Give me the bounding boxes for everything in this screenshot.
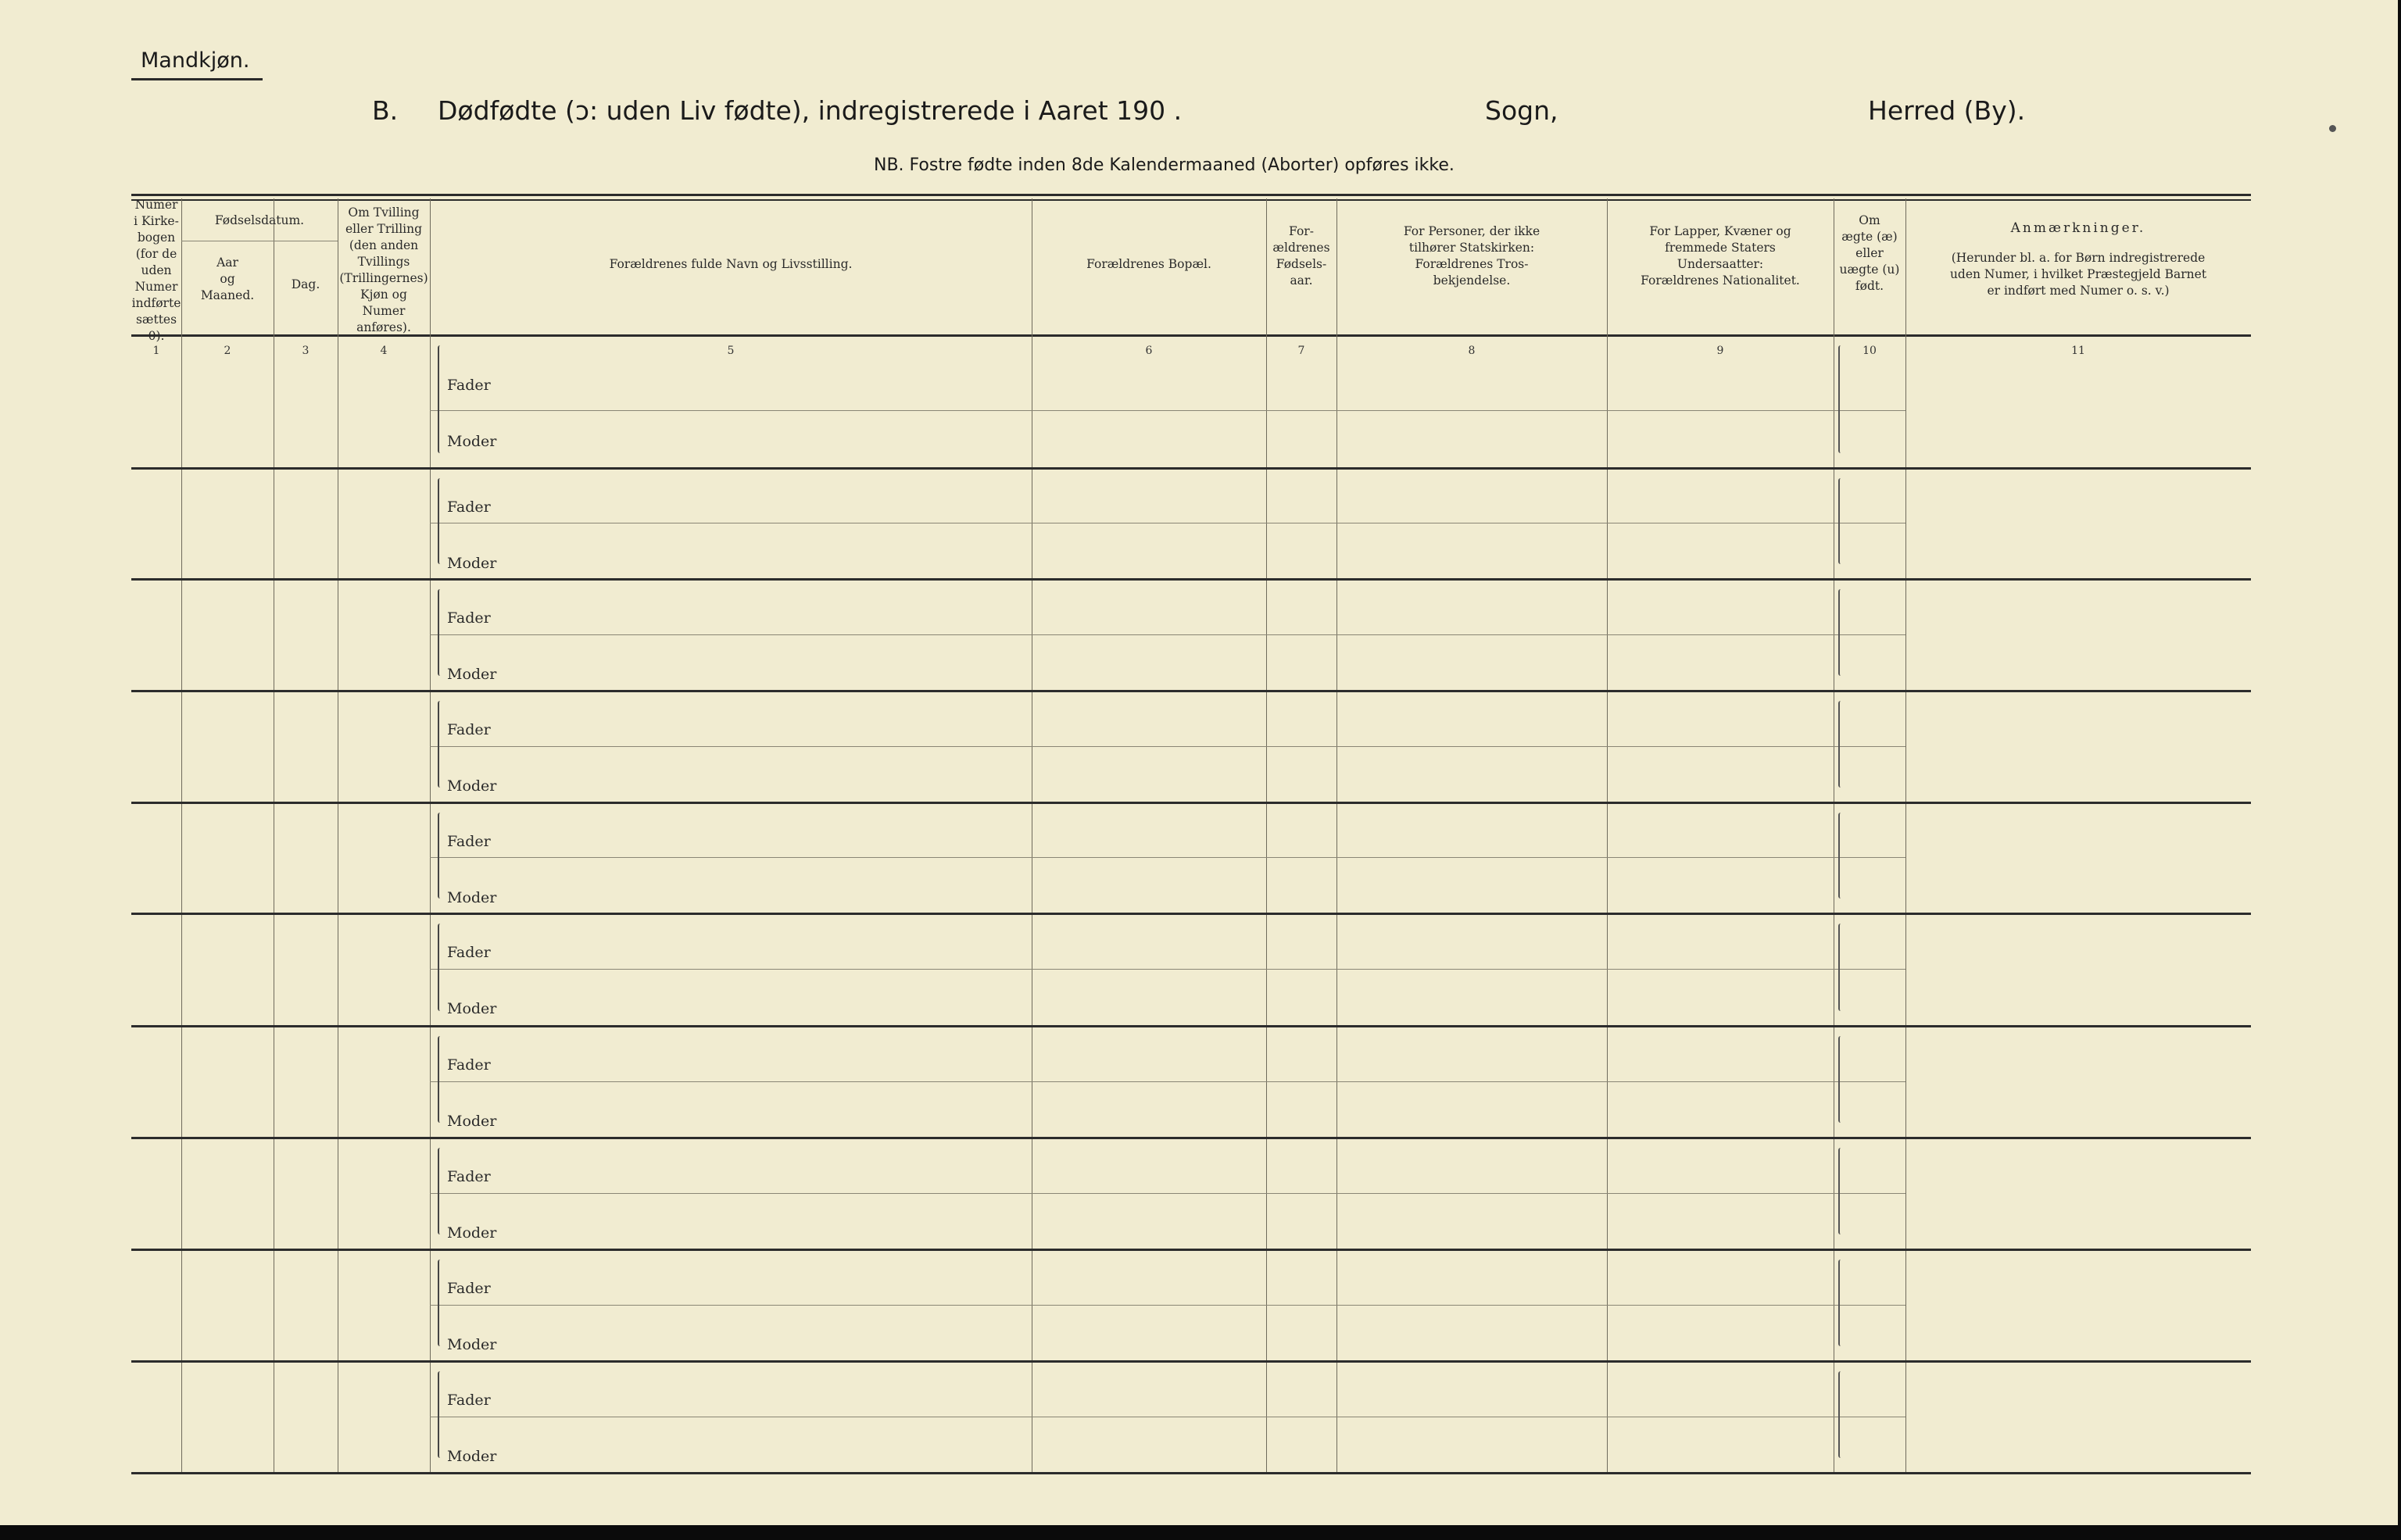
herred-label: Herred (By). xyxy=(1868,95,2026,126)
col10-header xyxy=(1834,213,1905,295)
col8-header-line: Forældrenes Tros- xyxy=(1415,257,1529,271)
fader-moder-divider xyxy=(430,410,1905,411)
col10-header-line: Om xyxy=(1859,213,1880,227)
row-separator xyxy=(131,467,2251,470)
form-title: Dødfødte (ɔ: uden Liv fødte), indregistrerede i Aaret 190 . xyxy=(438,95,1183,126)
row-separator xyxy=(131,1249,2251,1251)
column-divider xyxy=(1266,198,1267,1472)
header-top-rule-inner xyxy=(131,199,2251,201)
ink-dot xyxy=(2329,125,2336,132)
fader-moder-divider xyxy=(430,969,1905,970)
bracket-right xyxy=(1838,924,1845,1011)
col1-header-line: uden xyxy=(141,263,172,277)
fader-label: Fader xyxy=(447,721,491,738)
moder-label: Moder xyxy=(447,1448,497,1465)
col11-header-line: er indført med Numer o. s. v.) xyxy=(1987,284,2170,298)
moder-label: Moder xyxy=(447,1336,497,1353)
bracket-left xyxy=(438,924,444,1011)
col6-header: Forældrenes Bopæl. xyxy=(1086,257,1211,271)
col7-header-line: ældrenes xyxy=(1272,241,1330,255)
fader-moder-divider xyxy=(430,634,1905,635)
header-top-rule xyxy=(131,194,2251,196)
moder-label: Moder xyxy=(447,777,497,795)
row-separator xyxy=(131,578,2251,581)
bracket-left xyxy=(438,1036,444,1123)
col4-header-line: eller Trilling xyxy=(345,222,423,236)
fader-label: Fader xyxy=(447,498,491,516)
fader-moder-divider xyxy=(430,857,1905,858)
column-number: 6 xyxy=(1145,345,1153,357)
bracket-left xyxy=(438,813,444,899)
column-divider xyxy=(181,198,182,1472)
nb-note: NB. Fostre fødte inden 8de Kalendermaaned (Aborter) opføres ikke. xyxy=(874,155,1455,175)
col1-header-line: 0). xyxy=(148,329,165,343)
col11-header-line: (Herunder bl. a. for Børn indregistrerede xyxy=(1951,251,2206,265)
col1-header-line: i Kirke- xyxy=(134,214,179,228)
col11-header-line: uden Numer, i hvilket Præstegjeld Barnet xyxy=(1949,267,2207,281)
bracket-right xyxy=(1838,1148,1845,1235)
fader-label: Fader xyxy=(447,1392,491,1409)
bracket-right xyxy=(1838,345,1845,453)
col10-header-line: født. xyxy=(1855,279,1884,293)
col2-header-line: Maaned. xyxy=(200,288,255,302)
col2-header-line: og xyxy=(220,272,235,286)
col4-header-line: (den anden xyxy=(349,238,419,252)
col4-header-line: anføres). xyxy=(356,320,411,334)
row-separator xyxy=(131,802,2251,804)
col1-header xyxy=(131,197,181,345)
col7-header-line: Fødsels- xyxy=(1276,257,1327,271)
col4-header-line: Om Tvilling xyxy=(348,205,420,220)
bracket-right xyxy=(1838,1260,1845,1346)
col2-header-line: Aar xyxy=(216,255,238,270)
fader-label: Fader xyxy=(447,1056,491,1074)
col4-header-line: Numer xyxy=(362,304,406,318)
column-number: 10 xyxy=(1862,345,1877,357)
fader-moder-divider xyxy=(430,746,1905,747)
header-bottom-rule xyxy=(131,334,2251,337)
col4-header-line: Kjøn og xyxy=(360,288,407,302)
col9-header xyxy=(1607,223,1834,289)
col1-header-line: sættes xyxy=(135,313,177,327)
col11-header xyxy=(1905,250,2251,299)
moder-label: Moder xyxy=(447,1000,497,1017)
row-separator xyxy=(131,913,2251,915)
column-number: 4 xyxy=(380,345,388,357)
column-divider xyxy=(1905,198,1906,1472)
bracket-left xyxy=(438,1371,444,1458)
col8-header-line: bekjendelse. xyxy=(1433,273,1511,288)
column-number: 9 xyxy=(1716,345,1724,357)
col1-header-line: indførte xyxy=(131,296,181,310)
col4-header xyxy=(333,205,435,336)
table-bottom-rule xyxy=(131,1472,2251,1474)
fader-moder-divider xyxy=(430,1305,1905,1306)
column-divider xyxy=(1607,198,1608,1472)
col8-header xyxy=(1336,223,1607,289)
col10-header-line: uægte (u) xyxy=(1839,263,1900,277)
col1-header-line: bogen xyxy=(137,230,176,245)
column-divider xyxy=(430,198,431,1472)
col10-header-line: eller xyxy=(1855,246,1884,260)
col5-header: Forældrenes fulde Navn og Livsstilling. xyxy=(609,257,853,271)
column-number: 5 xyxy=(727,345,735,357)
col7-header-line: For- xyxy=(1289,224,1314,238)
bracket-right xyxy=(1838,1371,1845,1458)
col9-header-line: For Lapper, Kvæner og xyxy=(1649,224,1791,238)
column-number: 1 xyxy=(152,345,160,357)
col4-header-line: Tvillings xyxy=(357,255,410,269)
col8-header-line: For Personer, der ikke xyxy=(1403,224,1540,238)
fader-moder-divider xyxy=(430,1193,1905,1194)
bracket-left xyxy=(438,589,444,676)
row-separator xyxy=(131,1137,2251,1139)
column-number: 3 xyxy=(302,345,310,357)
sex-label: Mandkjøn. xyxy=(141,48,250,73)
bracket-left xyxy=(438,1260,444,1346)
sogn-label: Sogn, xyxy=(1485,95,1558,126)
row-separator xyxy=(131,690,2251,692)
fader-moder-divider xyxy=(430,1081,1905,1082)
fader-label: Fader xyxy=(447,1168,491,1185)
birthdate-group-header: Fødselsdatum. xyxy=(214,213,305,227)
col9-header-line: Undersaatter: xyxy=(1676,257,1764,271)
fader-label: Fader xyxy=(447,377,491,394)
column-number: 7 xyxy=(1297,345,1305,357)
bracket-right xyxy=(1838,1036,1845,1123)
row-separator xyxy=(131,1025,2251,1027)
col9-header-line: fremmede Staters xyxy=(1665,241,1776,255)
section-letter: B. xyxy=(372,95,399,126)
col1-header-line: Numer xyxy=(134,198,178,212)
col11-title: Anmærkninger. xyxy=(2010,220,2146,236)
column-number: 8 xyxy=(1468,345,1476,357)
col1-header-line: (for de xyxy=(135,247,177,261)
moder-label: Moder xyxy=(447,889,497,906)
fader-label: Fader xyxy=(447,833,491,850)
moder-label: Moder xyxy=(447,1224,497,1242)
column-divider xyxy=(1336,198,1337,1472)
moder-label: Moder xyxy=(447,433,497,450)
moder-label: Moder xyxy=(447,555,497,572)
column-number: 11 xyxy=(2071,345,2085,357)
fader-label: Fader xyxy=(447,944,491,961)
col8-header-line: tilhører Statskirken: xyxy=(1408,241,1535,255)
col10-header-line: ægte (æ) xyxy=(1841,230,1898,244)
moder-label: Moder xyxy=(447,666,497,683)
bracket-right xyxy=(1838,589,1845,676)
col3-header: Dag. xyxy=(291,277,320,291)
col1-header-line: Numer xyxy=(134,280,178,294)
bracket-right xyxy=(1838,701,1845,788)
col9-header-line: Forældrenes Nationalitet. xyxy=(1641,273,1800,288)
bracket-right xyxy=(1838,478,1845,564)
bracket-left xyxy=(438,1148,444,1235)
col7-header-line: aar. xyxy=(1290,273,1313,288)
bracket-left xyxy=(438,345,444,453)
col2-header xyxy=(181,255,274,304)
row-separator xyxy=(131,1360,2251,1363)
column-number: 2 xyxy=(224,345,231,357)
fader-label: Fader xyxy=(447,609,491,627)
bracket-left xyxy=(438,478,444,564)
bracket-left xyxy=(438,701,444,788)
fader-label: Fader xyxy=(447,1280,491,1297)
sex-label-underline xyxy=(131,78,263,80)
col7-header xyxy=(1266,223,1336,289)
bracket-right xyxy=(1838,813,1845,899)
col4-header-line: (Trillingernes) xyxy=(339,271,428,285)
moder-label: Moder xyxy=(447,1113,497,1130)
